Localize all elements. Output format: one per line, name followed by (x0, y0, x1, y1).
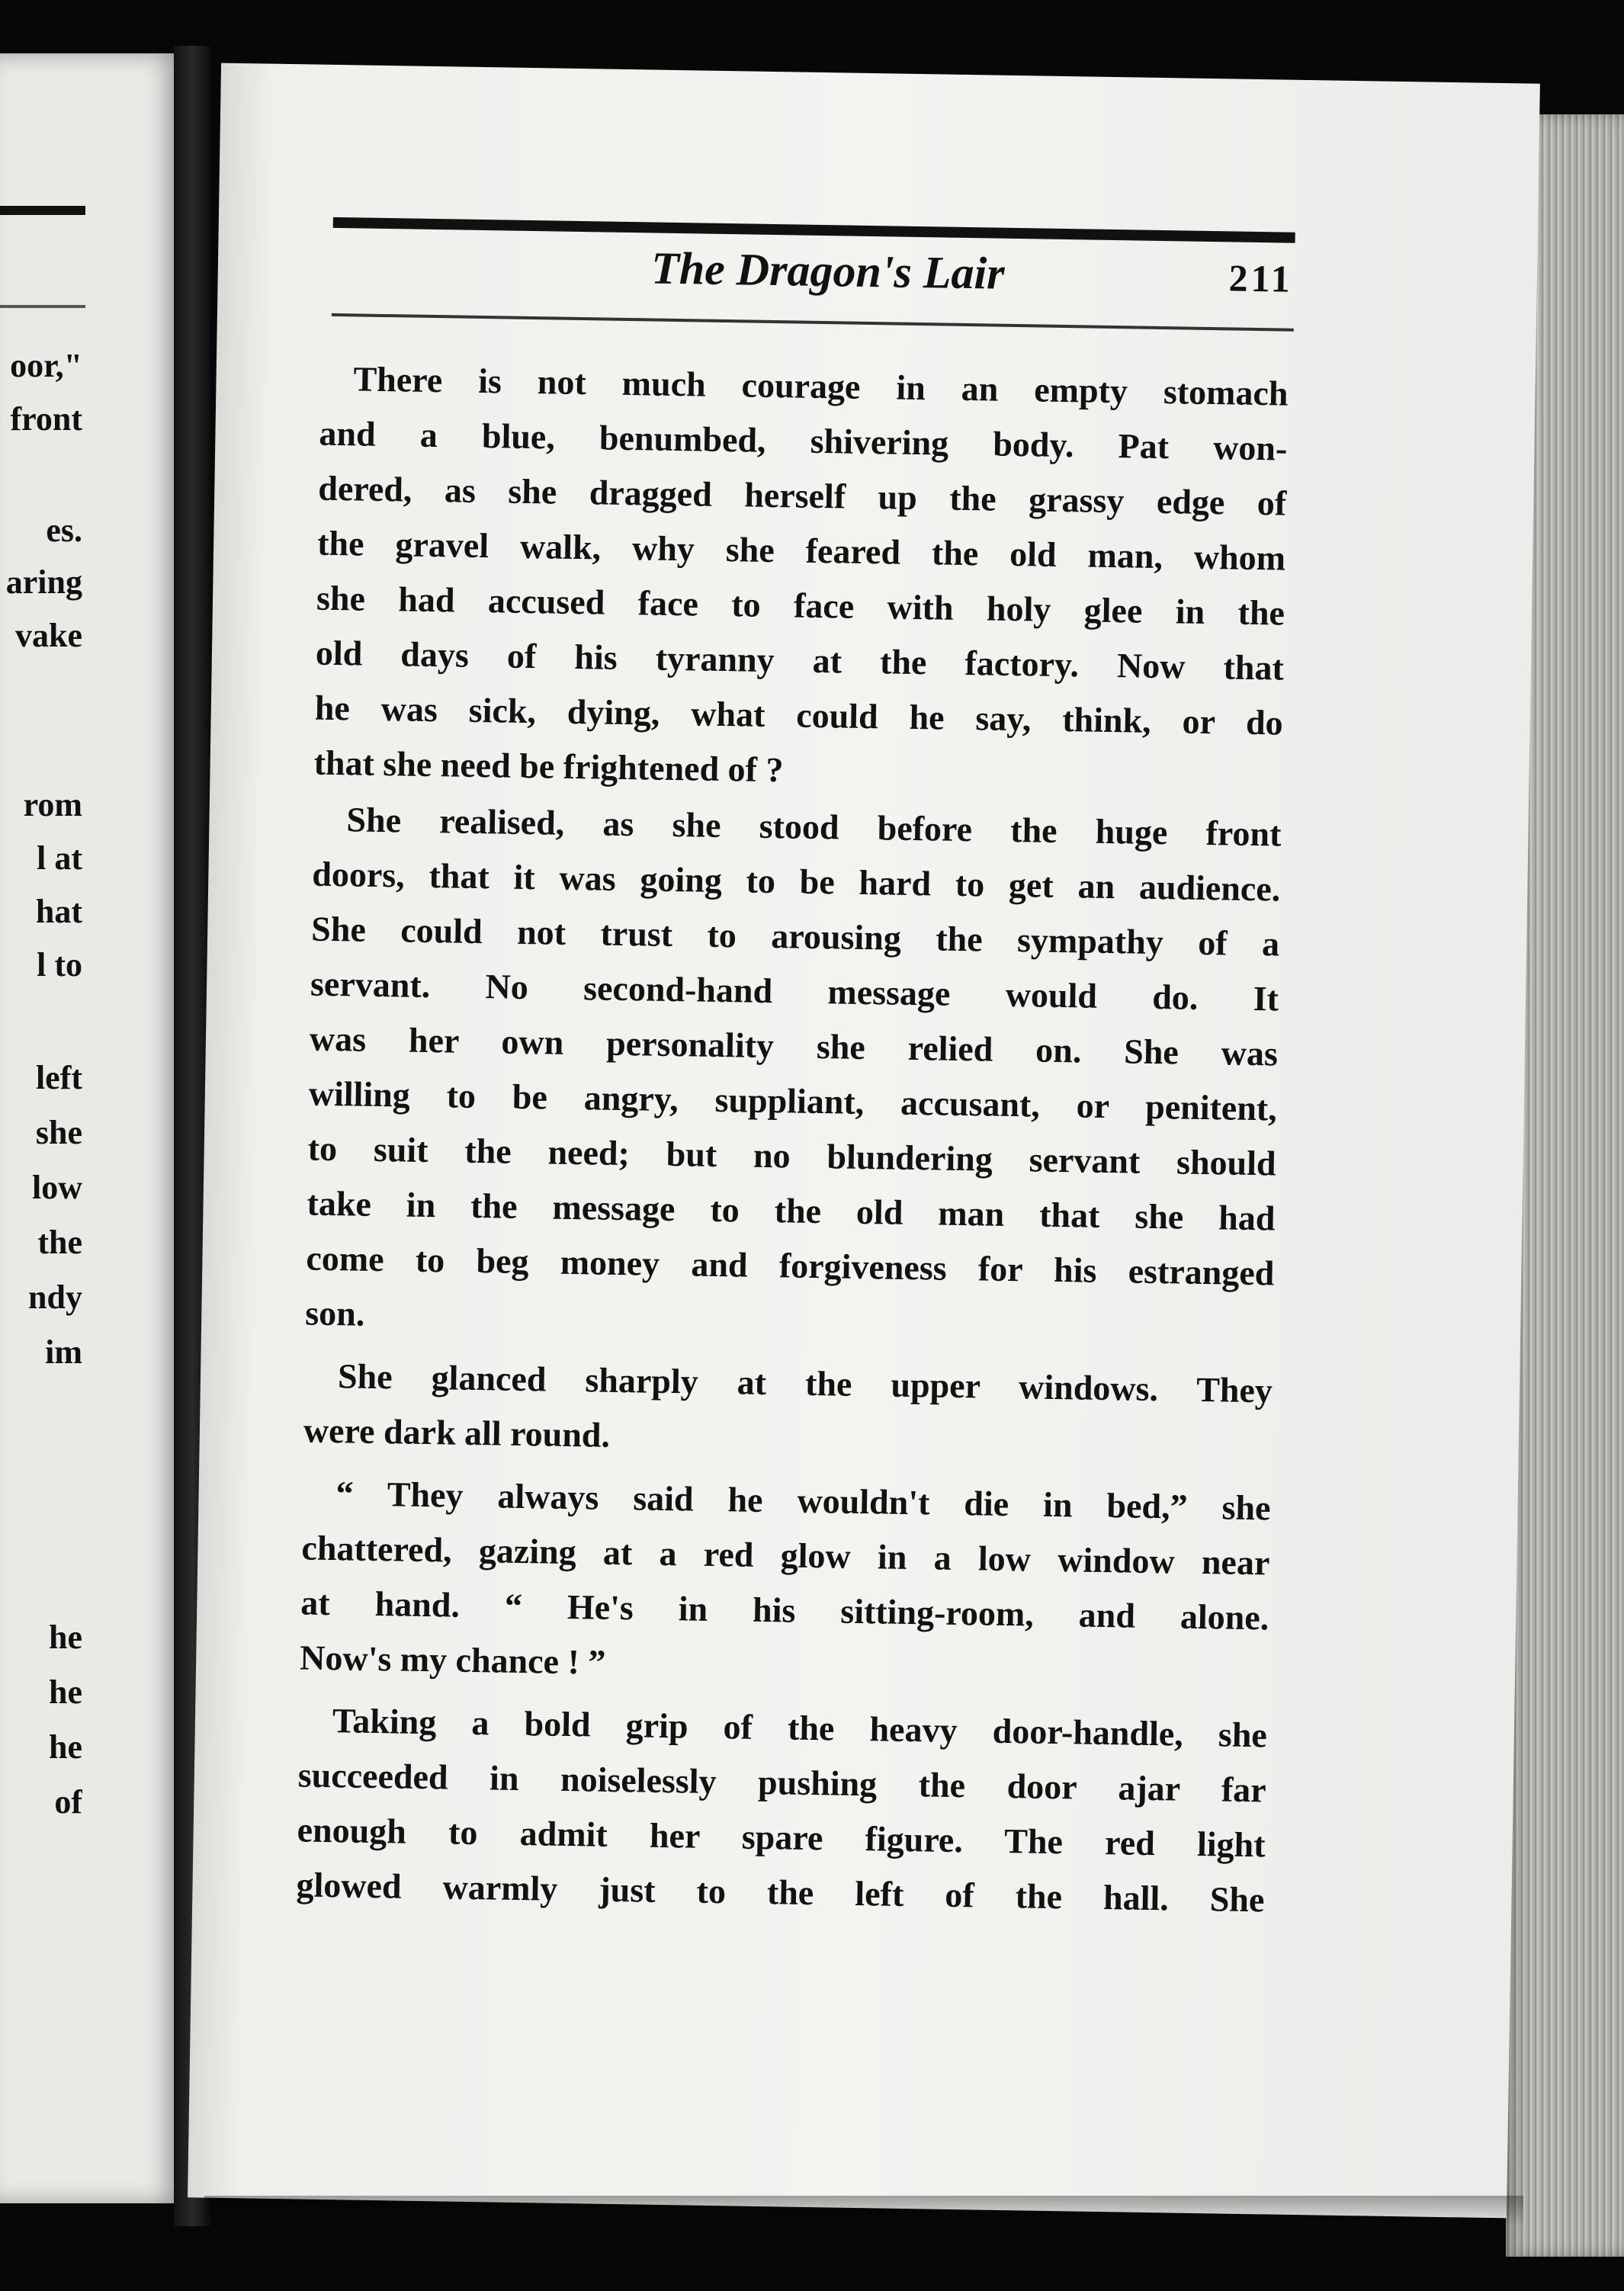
left-line-fragment: she (35, 1114, 82, 1151)
text-line: and a blue, benumbed, shivering body. Pat won- (319, 413, 1288, 468)
text-line: willing to be angry, suppliant, accusant, or penitent, (308, 1073, 1278, 1128)
page-bottom-shadow (204, 2196, 1523, 2226)
text-line: chattered, gazing at a red glow in a low window near (301, 1528, 1270, 1583)
text-line: come to beg money and forgiveness for his estranged (306, 1238, 1275, 1293)
running-head: The Dragon's Lair (650, 242, 1006, 299)
left-line-fragment: hat (35, 893, 82, 930)
text-line: dered, as she dragged herself up the grassy edge of (317, 468, 1287, 523)
text-line: Now's my chance ! ” (299, 1638, 606, 1682)
text-line: she had accused face to face with holy glee in the (316, 578, 1285, 633)
text-line: old days of his tyranny at the factory. Now that (315, 633, 1285, 688)
text-line: was her own personality she relied on. She was (309, 1019, 1279, 1073)
text-line: were dark all round. (303, 1410, 611, 1455)
left-line-fragment: im (45, 1333, 82, 1371)
left-line-fragment: front (10, 400, 82, 438)
book-page (188, 63, 1540, 2219)
left-line-fragment: aring (5, 563, 82, 601)
left-line-fragment: left (35, 1059, 82, 1096)
text-line: She realised, as she stood before the huge front (346, 800, 1282, 854)
text-line: the gravel walk, why she feared the old man, whom (316, 523, 1286, 578)
left-line-fragment: he (49, 1619, 82, 1656)
left-line-fragment: the (37, 1224, 82, 1261)
text-line: Taking a bold grip of the heavy door-handle, she (332, 1701, 1268, 1755)
text-line: succeeded in noiselessly pushing the door ajar far (297, 1755, 1267, 1810)
text-line: to suit the need; but no blundering servant should (307, 1128, 1276, 1183)
text-line: doors, that it was going to be hard to get an audience. (312, 854, 1281, 909)
text-line: at hand. “ He's in his sitting-room, and alone. (300, 1583, 1269, 1638)
text-line: She glanced sharply at the upper windows. They (337, 1356, 1273, 1410)
text-line: She could not trust to arousing the sympathy of a (310, 909, 1280, 964)
left-line-fragment: he (49, 1728, 82, 1766)
header-rule (333, 217, 1295, 243)
page-number: 211 (1228, 256, 1294, 300)
left-header-rule (0, 206, 85, 215)
text-line: enough to admit her spare figure. The red light (297, 1810, 1266, 1865)
left-line-fragment: es. (46, 512, 82, 549)
left-line-fragment: l at (37, 839, 82, 877)
text-line: glowed warmly just to the left of the hall. She (296, 1865, 1265, 1920)
left-line-fragment: he (49, 1673, 82, 1711)
left-line-fragment: of (54, 1783, 82, 1821)
left-line-fragment: l to (37, 946, 82, 983)
left-line-fragment: oor," (10, 347, 82, 384)
text-line: take in the message to the old man that she had (307, 1183, 1276, 1238)
text-line: servant. No second-hand message would do. It (310, 964, 1279, 1019)
left-header-thin-rule (0, 305, 85, 308)
text-line: There is not much courage in an empty stomach (353, 359, 1289, 413)
left-line-fragment: low (32, 1169, 82, 1206)
left-line-fragment: vake (15, 617, 82, 654)
text-line: that she need be frightened of ? (313, 743, 784, 790)
header-thin-rule (332, 313, 1294, 332)
left-facing-page (0, 53, 183, 2203)
text-line: son. (304, 1293, 365, 1333)
left-line-fragment: rom (23, 786, 82, 823)
text-line: “ They always said he wouldn't die in bed,” she (335, 1474, 1271, 1528)
text-line: he was sick, dying, what could he say, think, or do (314, 688, 1284, 743)
left-line-fragment: ndy (28, 1279, 82, 1316)
